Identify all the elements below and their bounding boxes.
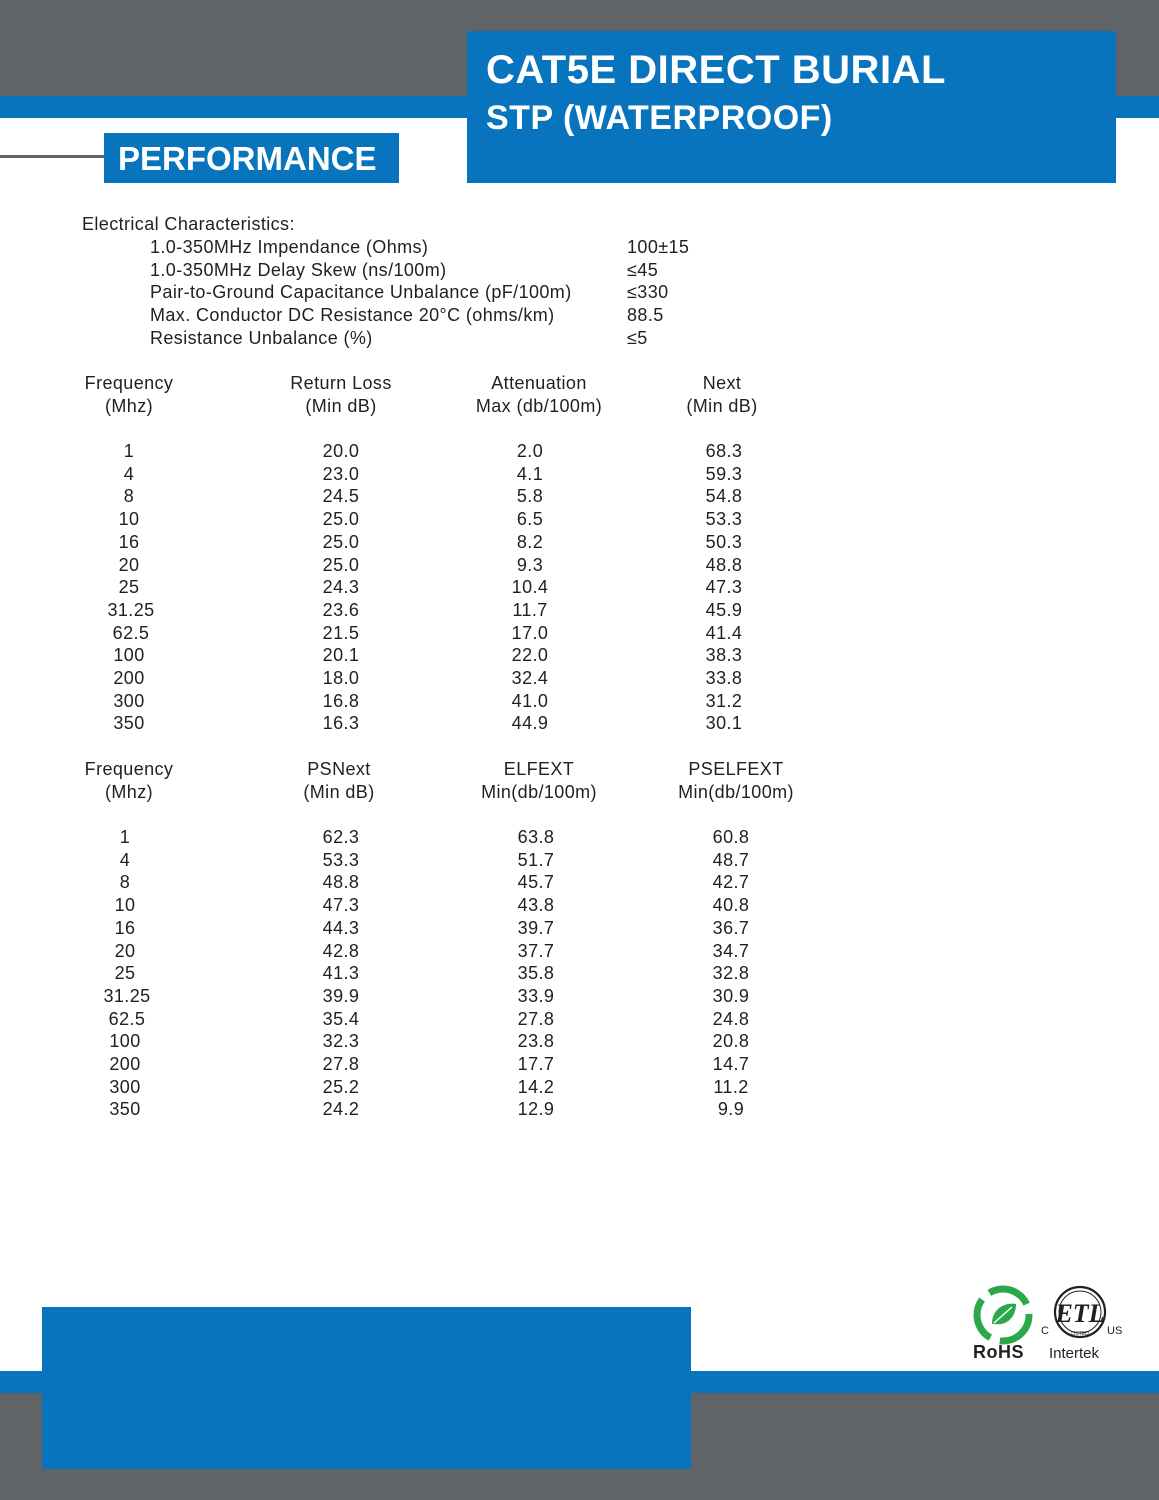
rohs-leaf-icon (972, 1284, 1034, 1346)
table-cell: 16.8 (322, 690, 360, 711)
intertek-label: Intertek (1049, 1345, 1100, 1362)
table-cell: 8 (123, 486, 135, 507)
table-cell: 12.9 (517, 1099, 555, 1120)
table-cell: 48.8 (322, 872, 360, 893)
etl-listed-text: LISTED (1071, 1331, 1089, 1337)
electrical-heading: Electrical Characteristics: (82, 214, 295, 234)
table-cell: 24.8 (712, 1008, 750, 1029)
table-cell: 34.7 (712, 940, 750, 961)
table-cell: 22.0 (511, 645, 549, 666)
electrical-value: ≤330 (627, 282, 669, 303)
table-cell: 1 (123, 441, 135, 461)
column-header: Return Loss (290, 373, 392, 393)
table-cell: 41.4 (705, 622, 743, 643)
table-cell: 4.1 (516, 463, 544, 484)
table-cell: 10 (118, 509, 140, 530)
table-cell: 200 (113, 668, 145, 688)
table-cell: 47.3 (705, 577, 743, 598)
table-cell: 25.0 (322, 531, 360, 552)
electrical-label: Resistance Unbalance (%) (150, 327, 373, 348)
column-header: (Min dB) (686, 396, 758, 416)
table-cell: 16 (118, 531, 140, 552)
column-header: Min(db/100m) (481, 782, 597, 802)
table-cell: 300 (109, 1076, 141, 1097)
table-cell: 25 (114, 963, 136, 984)
table-cell: 20 (114, 940, 136, 961)
table-cell: 33.8 (705, 668, 743, 688)
table-cell: 9.3 (516, 554, 544, 575)
column-header: Attenuation (491, 373, 587, 393)
table-cell: 42.8 (322, 940, 360, 961)
table-cell: 32.3 (322, 1031, 360, 1052)
table-cell: 4 (119, 849, 131, 870)
table-cell: 24.3 (322, 577, 360, 598)
table-cell: 20 (118, 554, 140, 575)
column-header: ELFEXT (503, 759, 575, 779)
table-cell: 350 (113, 713, 145, 734)
table-cell: 16 (114, 917, 136, 938)
table-cell: 25.0 (322, 554, 360, 575)
table-cell: 62.3 (322, 827, 360, 847)
table-cell: 45.9 (705, 599, 743, 620)
table-cell: 20.1 (322, 645, 360, 666)
table-cell: 23.0 (322, 463, 360, 484)
etl-listed-icon (1040, 1282, 1128, 1344)
table-cell: 30.9 (712, 985, 750, 1006)
table-cell: 350 (109, 1099, 141, 1120)
electrical-value: ≤5 (627, 327, 648, 348)
table-cell: 43.8 (517, 895, 555, 916)
table-cell: 63.8 (517, 827, 555, 847)
table-cell: 39.7 (517, 917, 555, 938)
table-cell: 24.2 (322, 1099, 360, 1120)
table-cell: 100 (113, 645, 145, 666)
table-cell: 10 (114, 895, 136, 916)
etl-c-text: C (1041, 1325, 1049, 1337)
electrical-label: Max. Conductor DC Resistance 20°C (ohms/km) (150, 305, 555, 326)
table-cell: 31.25 (107, 599, 155, 620)
electrical-value: 88.5 (627, 305, 664, 326)
table-cell: 53.3 (705, 509, 743, 530)
table-cell: 41.0 (511, 690, 549, 711)
product-subtitle: STP (WATERPROOF) (486, 99, 833, 137)
electrical-value: 100±15 (627, 237, 690, 257)
electrical-label: 1.0-350MHz Impendance (Ohms) (150, 237, 429, 257)
table-cell: 16.3 (322, 713, 360, 734)
electrical-label: 1.0-350MHz Delay Skew (ns/100m) (150, 259, 447, 280)
column-header: PSNext (307, 759, 371, 779)
table-cell: 45.7 (517, 872, 555, 893)
table-cell: 17.7 (517, 1054, 555, 1074)
table-cell: 23.6 (322, 599, 360, 620)
etl-mark-text: ETL (1055, 1299, 1105, 1328)
table-cell: 10.4 (511, 577, 549, 598)
column-header: Frequency (84, 759, 174, 779)
table-cell: 25 (118, 577, 140, 598)
table-cell: 54.8 (705, 486, 743, 507)
table-cell: 48.7 (712, 849, 750, 870)
table-cell: 21.5 (322, 622, 360, 643)
table-cell: 100 (109, 1031, 141, 1052)
column-header: Max (db/100m) (475, 396, 603, 416)
section-rule (0, 155, 104, 158)
column-header: Next (702, 373, 742, 393)
electrical-value: ≤45 (627, 259, 659, 280)
table-cell: 2.0 (516, 441, 544, 461)
table-cell: 36.7 (712, 917, 750, 938)
table-cell: 18.0 (322, 668, 360, 688)
table-cell: 32.4 (511, 668, 549, 688)
table-cell: 14.2 (517, 1076, 555, 1097)
table-cell: 38.3 (705, 645, 743, 666)
table-cell: 37.7 (517, 940, 555, 961)
table-cell: 35.8 (517, 963, 555, 984)
table-cell: 17.0 (511, 622, 549, 643)
table-cell: 51.7 (517, 849, 555, 870)
table-cell: 6.5 (516, 509, 544, 530)
table-cell: 20.0 (322, 441, 360, 461)
table-cell: 33.9 (517, 985, 555, 1006)
table-cell: 40.8 (712, 895, 750, 916)
table-cell: 1 (119, 827, 131, 847)
column-header: Frequency (84, 373, 174, 393)
rohs-label: RoHS (973, 1342, 1024, 1362)
table-cell: 30.1 (705, 713, 743, 734)
table-cell: 27.8 (322, 1054, 360, 1074)
column-header: PSELFEXT (688, 759, 784, 779)
table-cell: 35.4 (322, 1008, 360, 1029)
footer-banner (42, 1307, 691, 1469)
table-cell: 31.25 (103, 985, 151, 1006)
table-cell: 68.3 (705, 441, 743, 461)
etl-us-text: US (1107, 1325, 1123, 1337)
table-cell: 23.8 (517, 1031, 555, 1052)
column-header: (Min dB) (303, 782, 375, 802)
table-cell: 42.7 (712, 872, 750, 893)
column-header: (Mhz) (105, 396, 153, 416)
table-cell: 32.8 (712, 963, 750, 984)
table-cell: 8.2 (516, 531, 544, 552)
table-cell: 47.3 (322, 895, 360, 916)
table-cell: 25.2 (322, 1076, 360, 1097)
table-cell: 59.3 (705, 463, 743, 484)
table-cell: 62.5 (112, 622, 150, 643)
table-cell: 41.3 (322, 963, 360, 984)
table-cell: 5.8 (516, 486, 544, 507)
table-cell: 53.3 (322, 849, 360, 870)
column-header: Min(db/100m) (678, 782, 794, 802)
table-cell: 62.5 (108, 1008, 146, 1029)
table-cell: 44.9 (511, 713, 549, 734)
table-cell: 11.7 (512, 599, 548, 620)
table-cell: 9.9 (717, 1099, 745, 1120)
product-title: CAT5E DIRECT BURIAL (486, 48, 946, 92)
table-cell: 11.2 (713, 1076, 749, 1097)
table-cell: 27.8 (517, 1008, 555, 1029)
electrical-label: Pair-to-Ground Capacitance Unbalance (pF/100m) (150, 282, 572, 303)
table-cell: 20.8 (712, 1031, 750, 1052)
column-header: (Min dB) (305, 396, 377, 416)
table-cell: 14.7 (712, 1054, 750, 1074)
table-cell: 44.3 (322, 917, 360, 938)
table-cell: 50.3 (705, 531, 743, 552)
table-cell: 25.0 (322, 509, 360, 530)
table-cell: 4 (123, 463, 135, 484)
section-title: PERFORMANCE (118, 140, 377, 177)
table-cell: 24.5 (322, 486, 360, 507)
table-cell: 48.8 (705, 554, 743, 575)
table-cell: 31.2 (705, 690, 743, 711)
table-cell: 300 (113, 690, 145, 711)
table-cell: 200 (109, 1054, 141, 1074)
table-cell: 39.9 (322, 985, 360, 1006)
column-header: (Mhz) (105, 782, 153, 802)
table-cell: 8 (119, 872, 131, 893)
table-cell: 60.8 (712, 827, 750, 847)
